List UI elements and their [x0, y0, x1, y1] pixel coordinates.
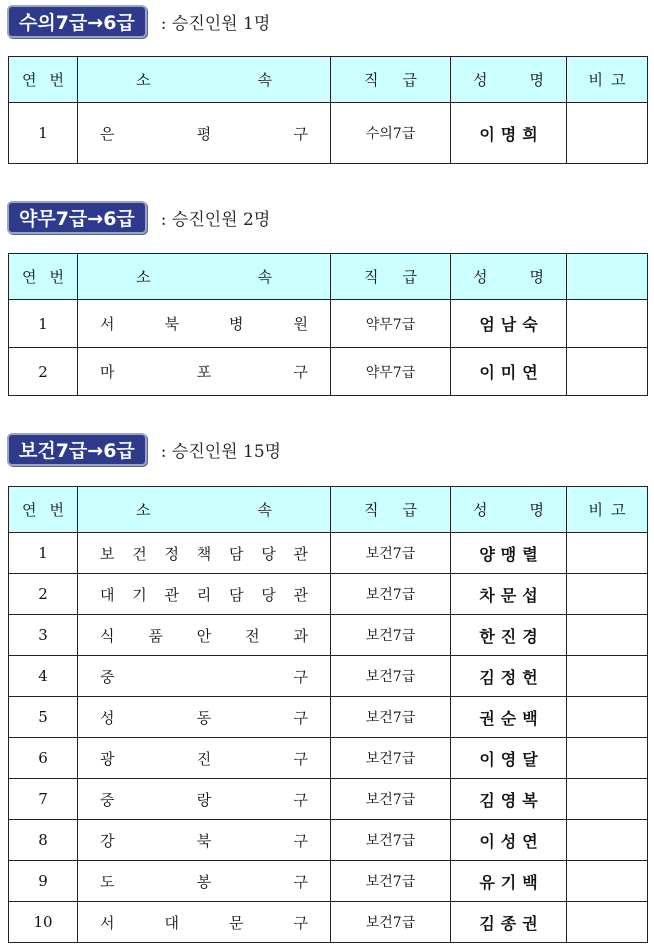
department-char: 서	[100, 913, 115, 932]
department-char: 정	[164, 544, 179, 563]
department-text	[100, 584, 308, 605]
row-number: 1	[9, 103, 78, 164]
table-row	[9, 574, 648, 615]
department-char: 중	[100, 790, 115, 809]
header-char: 속	[257, 501, 272, 519]
person-name: 이성연	[451, 820, 567, 861]
header-dept-text	[78, 69, 330, 90]
header-no-text	[9, 266, 77, 287]
note-cell	[567, 697, 648, 738]
note-cell	[567, 738, 648, 779]
person-name: 김영복	[451, 779, 567, 820]
table-row	[9, 656, 648, 697]
header-no	[9, 487, 78, 533]
header-char: 번	[49, 268, 64, 286]
department-text	[100, 625, 308, 646]
department-char: 평	[196, 124, 212, 143]
person-name: 차문섭	[451, 574, 567, 615]
row-number: 8	[9, 820, 78, 861]
department-char: 구	[293, 831, 308, 850]
department-cell	[78, 574, 331, 615]
header-no	[9, 254, 78, 300]
rank-cell: 보건7급	[331, 861, 451, 902]
table-row	[9, 820, 648, 861]
department-char: 당	[261, 585, 276, 604]
note-cell	[567, 861, 648, 902]
table-header-row	[9, 254, 648, 300]
person-name: 엄남숙	[451, 300, 567, 348]
table-row	[9, 738, 648, 779]
rank-cell: 약무7급	[331, 300, 451, 348]
department-char: 서	[100, 315, 115, 333]
department-char: 구	[293, 667, 308, 686]
department-text	[100, 313, 308, 334]
header-dept-text	[78, 499, 330, 520]
header-rank	[331, 487, 451, 533]
header-char: 성	[473, 501, 488, 519]
department-text	[100, 748, 308, 769]
note-cell	[567, 300, 648, 348]
department-cell	[78, 902, 331, 943]
department-char: 리	[196, 585, 212, 604]
table-row	[9, 348, 648, 396]
section-badge: 수의7급→6급	[7, 5, 147, 38]
header-dept	[78, 57, 331, 103]
header-char: 직	[364, 71, 379, 89]
table-header-row	[9, 57, 648, 103]
department-char: 광	[100, 749, 115, 768]
header-char: 직	[364, 501, 379, 519]
department-char: 중	[100, 667, 115, 686]
header-name-text	[451, 69, 566, 90]
header-char: 번	[49, 71, 64, 89]
department-char: 당	[261, 544, 276, 563]
department-text	[100, 830, 308, 851]
promotion-count: : 승진인원 2명	[160, 210, 271, 230]
department-char: 구	[293, 790, 308, 809]
department-char: 도	[100, 872, 115, 891]
person-name: 양맹렬	[451, 533, 567, 574]
row-number: 4	[9, 656, 78, 697]
note-cell	[567, 103, 648, 164]
department-char: 품	[148, 626, 163, 645]
promotion-table-pharmacy	[8, 253, 648, 396]
row-number: 1	[9, 300, 78, 348]
header-dept-text	[78, 266, 330, 287]
person-name: 김정헌	[451, 656, 567, 697]
note-cell	[567, 902, 648, 943]
person-name: 이영달	[451, 738, 567, 779]
header-rank	[331, 254, 451, 300]
header-name	[451, 254, 567, 300]
row-number: 2	[9, 574, 78, 615]
header-char: 성	[473, 268, 488, 286]
department-cell	[78, 103, 331, 164]
department-char: 구	[293, 913, 308, 932]
rank-cell: 보건7급	[331, 615, 451, 656]
row-number: 7	[9, 779, 78, 820]
department-text	[100, 707, 308, 728]
note-cell	[567, 656, 648, 697]
header-name-text	[451, 499, 566, 520]
note-cell	[567, 615, 648, 656]
department-text	[100, 666, 308, 687]
header-char: 급	[402, 71, 417, 89]
department-text	[100, 871, 308, 892]
table-row	[9, 779, 648, 820]
header-note: 비고	[567, 487, 648, 533]
promotion-table-health	[8, 486, 648, 943]
department-char: 식	[100, 626, 115, 645]
person-name: 김종권	[451, 902, 567, 943]
row-number: 9	[9, 861, 78, 902]
note-cell	[567, 574, 648, 615]
department-char: 문	[229, 913, 244, 932]
department-char: 동	[196, 708, 212, 727]
department-char: 과	[293, 626, 308, 645]
rank-cell: 보건7급	[331, 533, 451, 574]
row-number: 2	[9, 348, 78, 396]
department-char: 구	[293, 749, 308, 768]
department-cell	[78, 861, 331, 902]
header-char: 명	[529, 268, 544, 286]
rank-cell: 약무7급	[331, 348, 451, 396]
row-number: 1	[9, 533, 78, 574]
promotion-count: : 승진인원 1명	[160, 14, 271, 34]
department-char: 담	[229, 544, 244, 563]
header-char: 급	[402, 501, 417, 519]
department-text	[100, 543, 308, 564]
header-name	[451, 487, 567, 533]
section-header-vet	[7, 5, 270, 38]
header-no-text	[9, 69, 77, 90]
rank-cell: 보건7급	[331, 902, 451, 943]
table-row	[9, 615, 648, 656]
header-dept	[78, 487, 331, 533]
department-char: 봉	[196, 872, 212, 891]
header-note	[567, 254, 648, 300]
department-char: 구	[293, 872, 308, 891]
department-char: 책	[196, 544, 212, 563]
person-name: 유기백	[451, 861, 567, 902]
header-note: 비고	[567, 57, 648, 103]
header-name-text	[451, 266, 566, 287]
header-rank-text	[331, 69, 450, 90]
header-char: 연	[22, 501, 37, 519]
header-name	[451, 57, 567, 103]
department-char: 진	[196, 749, 212, 768]
section-badge: 약무7급→6급	[7, 201, 147, 234]
person-name: 이미연	[451, 348, 567, 396]
section-badge: 보건7급→6급	[7, 433, 147, 466]
table-row	[9, 861, 648, 902]
header-char: 성	[473, 71, 488, 89]
person-name: 한진경	[451, 615, 567, 656]
department-char: 랑	[196, 790, 212, 809]
section-header-health	[7, 433, 281, 466]
row-number: 3	[9, 615, 78, 656]
header-char: 소	[136, 268, 151, 286]
department-char: 대	[164, 913, 179, 932]
department-char: 강	[100, 831, 115, 850]
department-char: 원	[293, 315, 308, 333]
rank-cell: 보건7급	[331, 820, 451, 861]
row-number: 10	[9, 902, 78, 943]
header-rank	[331, 57, 451, 103]
department-char: 기	[132, 585, 147, 604]
rank-cell: 수의7급	[331, 103, 451, 164]
header-rank-text	[331, 499, 450, 520]
department-cell	[78, 656, 331, 697]
section-header-pharmacy	[7, 201, 270, 234]
header-char: 번	[49, 501, 64, 519]
department-cell	[78, 697, 331, 738]
header-char: 소	[136, 71, 151, 89]
table-row	[9, 300, 648, 348]
promotion-count: : 승진인원 15명	[160, 442, 282, 462]
rank-cell: 보건7급	[331, 574, 451, 615]
department-char: 담	[229, 585, 244, 604]
header-char: 속	[257, 71, 272, 89]
department-text	[100, 912, 308, 933]
table-row	[9, 533, 648, 574]
department-cell	[78, 300, 331, 348]
department-char: 북	[164, 315, 179, 333]
department-cell	[78, 820, 331, 861]
rank-cell: 보건7급	[331, 697, 451, 738]
rank-cell: 보건7급	[331, 738, 451, 779]
department-text	[100, 361, 308, 382]
rank-cell: 보건7급	[331, 656, 451, 697]
department-char: 은	[100, 124, 115, 143]
header-char: 연	[22, 71, 37, 89]
table-row	[9, 902, 648, 943]
department-cell	[78, 738, 331, 779]
department-char: 대	[100, 585, 115, 604]
header-char: 소	[136, 501, 151, 519]
department-char: 구	[293, 363, 308, 381]
header-char: 명	[529, 501, 544, 519]
header-no	[9, 57, 78, 103]
header-char: 직	[364, 268, 379, 286]
department-char: 관	[293, 544, 308, 563]
table-row	[9, 103, 648, 164]
department-char: 병	[229, 315, 244, 333]
department-char: 성	[100, 708, 115, 727]
department-char: 전	[245, 626, 260, 645]
table-row	[9, 697, 648, 738]
department-cell	[78, 615, 331, 656]
person-name: 이명희	[451, 103, 567, 164]
note-cell	[567, 820, 648, 861]
note-cell	[567, 348, 648, 396]
department-char: 관	[293, 585, 308, 604]
department-char: 북	[196, 831, 212, 850]
department-text	[100, 123, 308, 144]
department-text	[100, 789, 308, 810]
row-number: 6	[9, 738, 78, 779]
header-dept	[78, 254, 331, 300]
person-name: 권순백	[451, 697, 567, 738]
department-cell	[78, 348, 331, 396]
department-char: 건	[132, 544, 147, 563]
rank-cell: 보건7급	[331, 779, 451, 820]
department-cell	[78, 533, 331, 574]
department-char: 보	[100, 544, 115, 563]
header-char: 속	[257, 268, 272, 286]
header-char: 급	[402, 268, 417, 286]
header-no-text	[9, 499, 77, 520]
note-cell	[567, 533, 648, 574]
header-rank-text	[331, 266, 450, 287]
row-number: 5	[9, 697, 78, 738]
header-char: 명	[529, 71, 544, 89]
note-cell	[567, 779, 648, 820]
department-char: 마	[100, 363, 115, 381]
table-header-row	[9, 487, 648, 533]
department-cell	[78, 779, 331, 820]
department-char: 구	[293, 124, 308, 143]
department-char: 포	[196, 363, 212, 381]
department-char: 안	[196, 626, 212, 645]
department-char: 관	[164, 585, 179, 604]
promotion-table-vet	[8, 56, 648, 164]
header-char: 연	[22, 268, 37, 286]
department-char: 구	[293, 708, 308, 727]
